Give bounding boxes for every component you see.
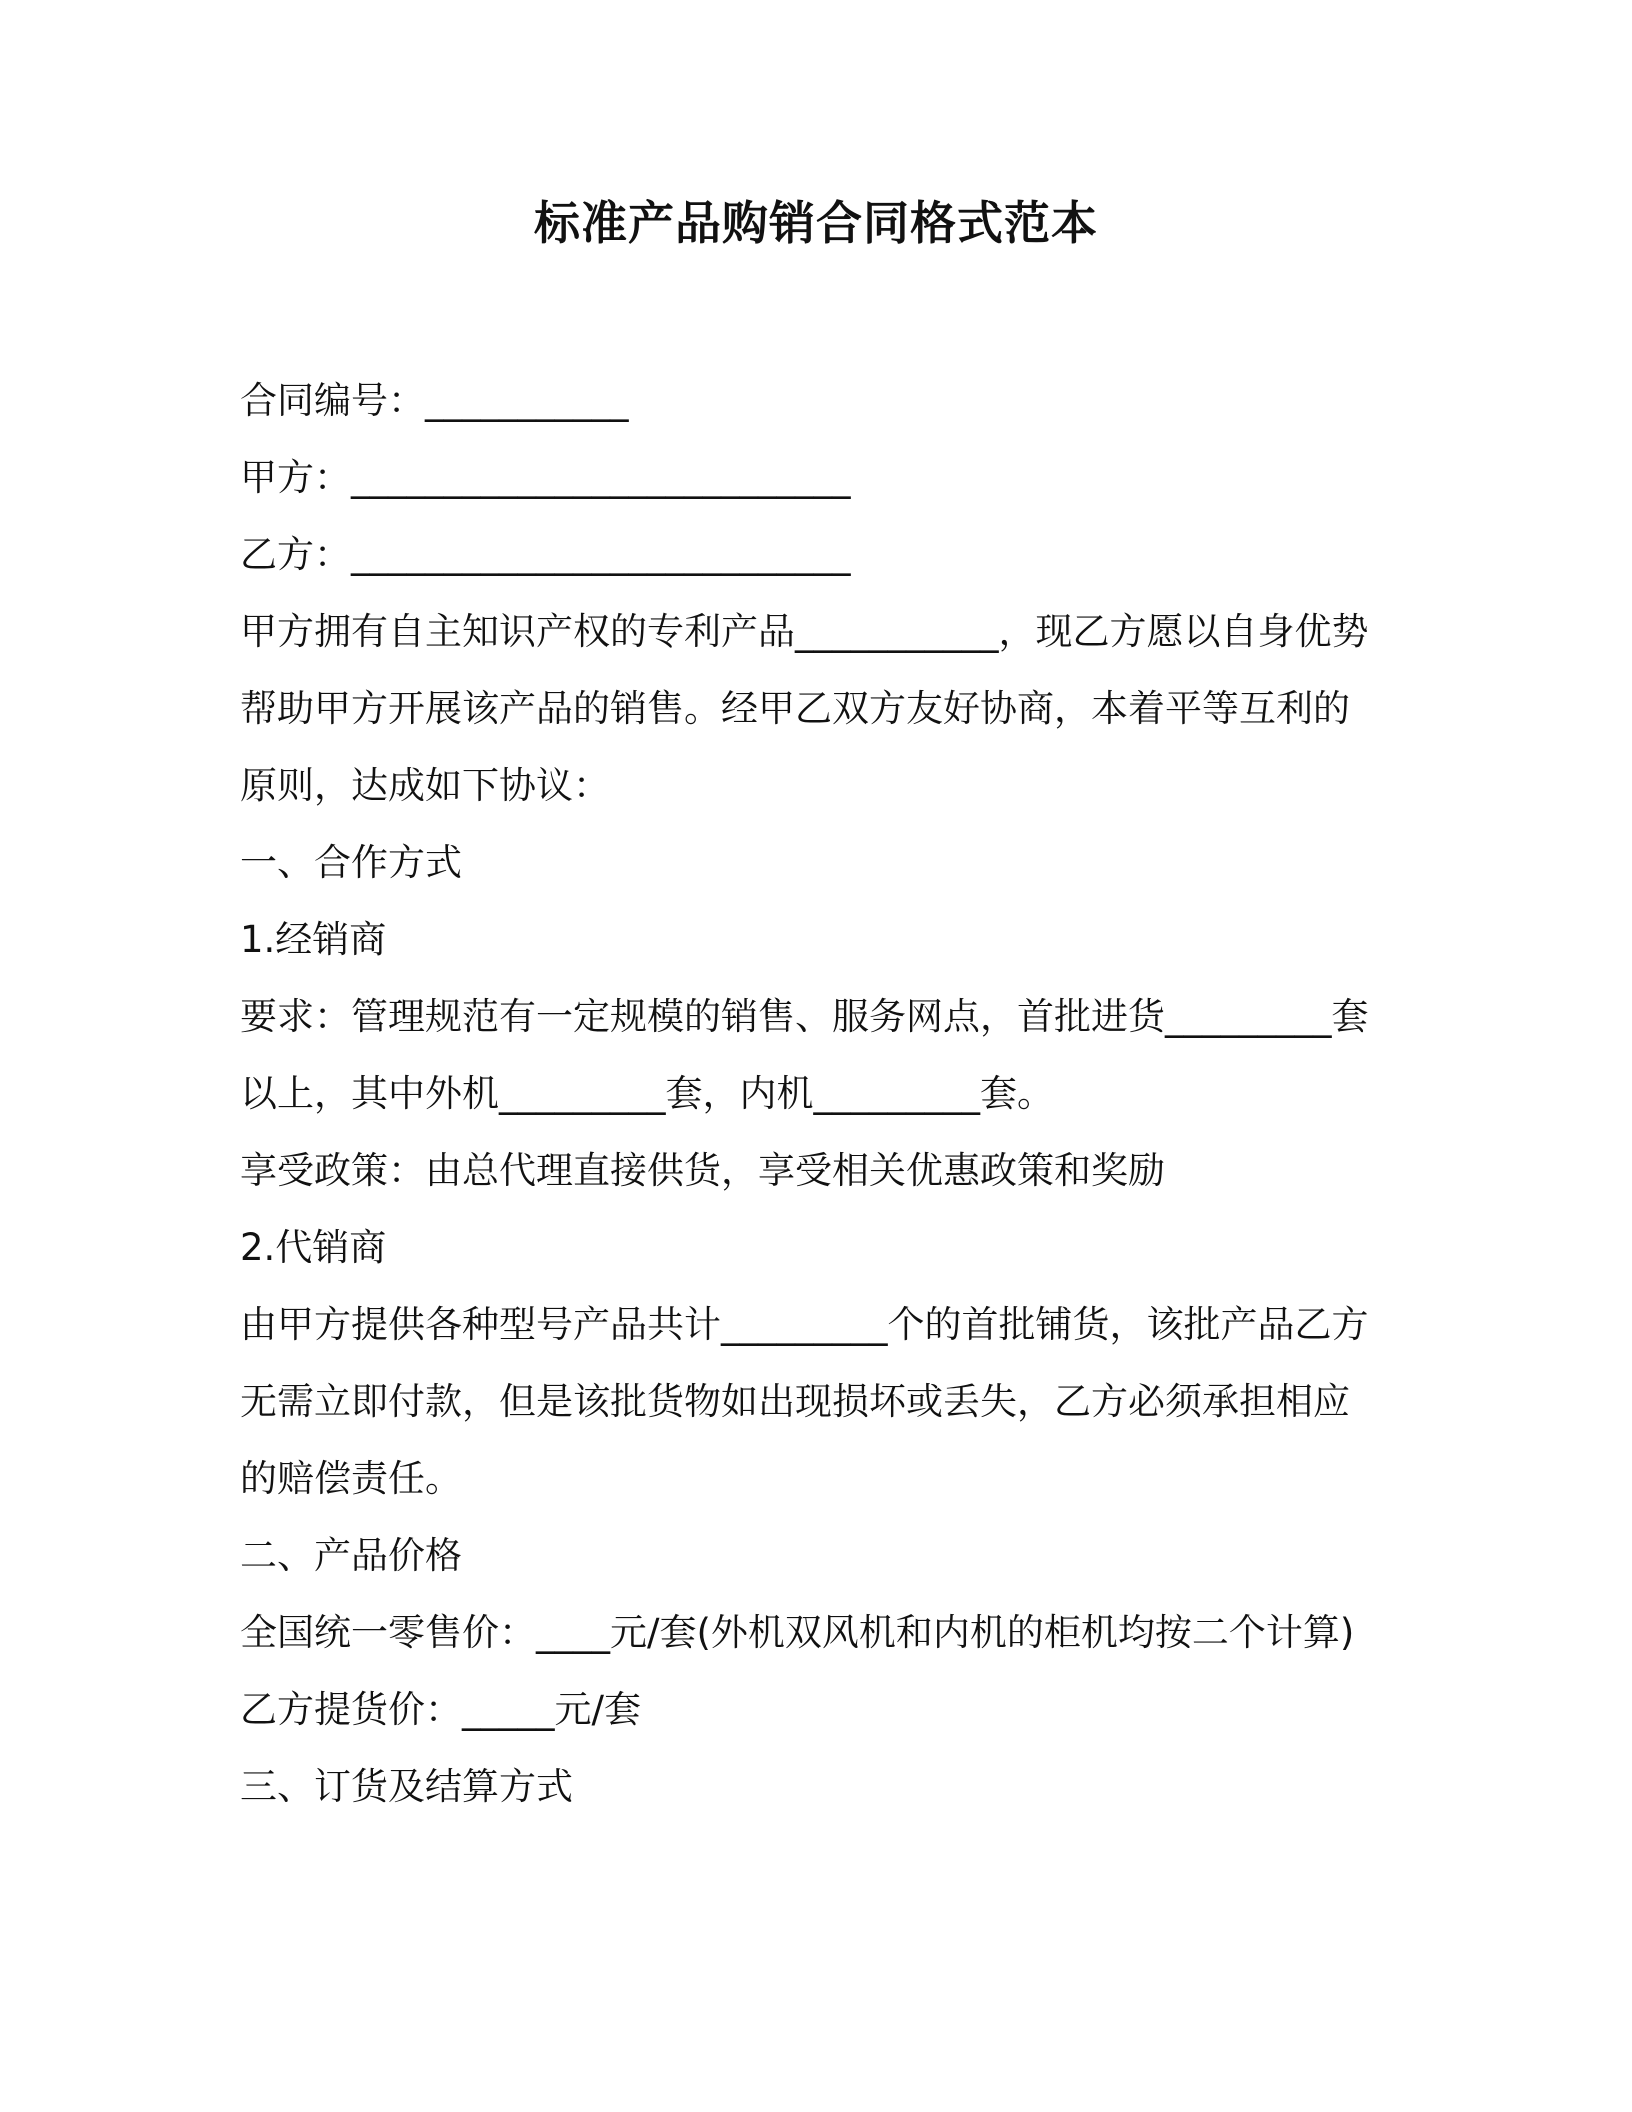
subheading-distributor: 1.经销商 <box>240 918 387 961</box>
paragraph-line: 以上，其中外机_________套，内机_________套。 <box>240 1072 1054 1115</box>
section-heading-cooperation: 一、合作方式 <box>240 841 462 884</box>
paragraph-line: 帮助甲方开展该产品的销售。经甲乙双方友好协商，本着平等互利的 <box>240 687 1350 730</box>
paragraph-line: 无需立即付款，但是该批货物如出现损坏或丢失，乙方必须承担相应 <box>240 1380 1350 1423</box>
document-title: 标准产品购销合同格式范本 <box>534 196 1098 250</box>
retail-price-line: 全国统一零售价：____元/套(外机双风机和内机的柜机均按二个计算) <box>240 1611 1355 1654</box>
party-a-line: 甲方：___________________________ <box>240 456 851 499</box>
section-heading-ordering: 三、订货及结算方式 <box>240 1765 573 1808</box>
section-heading-price: 二、产品价格 <box>240 1534 462 1577</box>
pickup-price-line: 乙方提货价：_____元/套 <box>240 1688 641 1731</box>
paragraph-line: 由甲方提供各种型号产品共计_________个的首批铺货，该批产品乙方 <box>240 1303 1369 1346</box>
contract-number-line: 合同编号：___________ <box>240 379 629 422</box>
document-body <box>240 362 1400 1825</box>
paragraph-line: 原则，达成如下协议： <box>240 764 610 807</box>
paragraph-line: 要求：管理规范有一定规模的销售、服务网点，首批进货_________套 <box>240 995 1369 1038</box>
paragraph-line: 甲方拥有自主知识产权的专利产品___________，现乙方愿以自身优势 <box>240 610 1369 653</box>
subheading-consignee: 2.代销商 <box>240 1226 387 1269</box>
paragraph-line: 享受政策：由总代理直接供货，享受相关优惠政策和奖励 <box>240 1149 1165 1192</box>
party-b-line: 乙方：___________________________ <box>240 533 851 576</box>
paragraph-line: 的赔偿责任。 <box>240 1457 462 1500</box>
